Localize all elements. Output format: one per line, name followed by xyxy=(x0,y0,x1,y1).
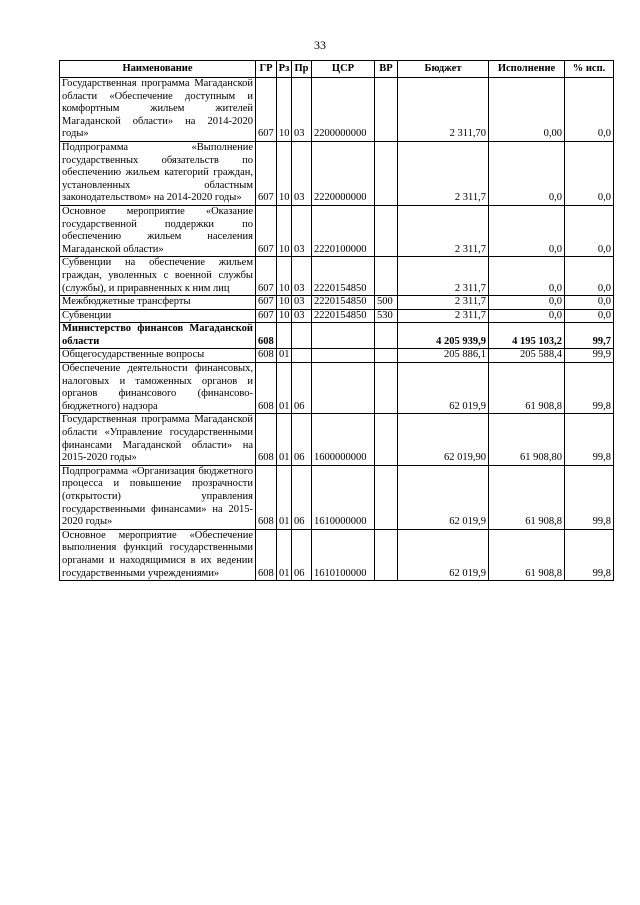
cell-rz: 10 xyxy=(277,78,292,142)
header-budget: Бюджет xyxy=(398,61,489,78)
header-vr: ВР xyxy=(375,61,398,78)
cell-budget: 2 311,7 xyxy=(398,257,489,296)
cell-csr: 2220000000 xyxy=(312,141,375,205)
cell-name: Субвенции на обеспечение жильем граждан, уволенных с военной службы (службы), и приравненных к ним лиц xyxy=(60,257,256,296)
cell-csr: 2220154850 xyxy=(312,309,375,323)
cell-rz: 01 xyxy=(277,363,292,414)
table-row xyxy=(60,323,614,349)
cell-budget: 2 311,7 xyxy=(398,309,489,323)
cell-csr: 2200000000 xyxy=(312,78,375,142)
cell-csr: 2220100000 xyxy=(312,205,375,256)
cell-vr xyxy=(375,78,398,142)
cell-rz: 01 xyxy=(277,465,292,529)
cell-rz: 10 xyxy=(277,257,292,296)
cell-percent: 0,0 xyxy=(565,205,614,256)
cell-name: Министерство финансов Магаданской области xyxy=(60,323,256,349)
table-row xyxy=(60,309,614,323)
header-csr: ЦСР xyxy=(312,61,375,78)
budget-execution-table xyxy=(59,60,614,581)
table-row xyxy=(60,529,614,580)
cell-pr xyxy=(292,323,312,349)
cell-gr: 608 xyxy=(256,414,277,465)
cell-percent: 0,0 xyxy=(565,257,614,296)
cell-percent: 99,8 xyxy=(565,529,614,580)
cell-csr: 1610100000 xyxy=(312,529,375,580)
cell-vr xyxy=(375,529,398,580)
cell-name: Основное мероприятие «Обеспечение выполнения функций государственными органами и находящимися в их ведении государственными учреждениями» xyxy=(60,529,256,580)
cell-percent: 0,0 xyxy=(565,296,614,310)
cell-pr xyxy=(292,349,312,363)
cell-csr: 2220154850 xyxy=(312,257,375,296)
cell-percent: 99,8 xyxy=(565,414,614,465)
header-name: Наименование xyxy=(60,61,256,78)
header-pr: Пр xyxy=(292,61,312,78)
cell-name: Государственная программа Магаданской области «Управление государственными финансами Магаданской области» на 2015-2020 годы» xyxy=(60,414,256,465)
cell-csr xyxy=(312,349,375,363)
cell-rz: 01 xyxy=(277,349,292,363)
cell-name: Государственная программа Магаданской области «Обеспечение доступным и комфортным жильем жителей Магаданской области» на 2014-2020 годы» xyxy=(60,78,256,142)
cell-rz xyxy=(277,323,292,349)
cell-percent: 0,0 xyxy=(565,309,614,323)
cell-execution: 0,0 xyxy=(489,205,565,256)
cell-budget: 205 886,1 xyxy=(398,349,489,363)
cell-gr: 607 xyxy=(256,257,277,296)
cell-pr: 03 xyxy=(292,141,312,205)
cell-vr xyxy=(375,349,398,363)
cell-gr: 607 xyxy=(256,78,277,142)
cell-pr: 06 xyxy=(292,414,312,465)
cell-budget: 2 311,70 xyxy=(398,78,489,142)
table-row xyxy=(60,78,614,142)
cell-csr xyxy=(312,363,375,414)
table-row xyxy=(60,257,614,296)
cell-vr xyxy=(375,323,398,349)
cell-name: Основное мероприятие «Оказание государственной поддержки по обеспечению жильем населения Магаданской области» xyxy=(60,205,256,256)
cell-name: Общегосударственные вопросы xyxy=(60,349,256,363)
cell-execution: 61 908,8 xyxy=(489,363,565,414)
cell-gr: 608 xyxy=(256,323,277,349)
cell-execution: 0,0 xyxy=(489,257,565,296)
cell-execution: 205 588,4 xyxy=(489,349,565,363)
table-header-row xyxy=(60,61,614,78)
cell-budget: 2 311,7 xyxy=(398,296,489,310)
cell-gr: 607 xyxy=(256,309,277,323)
cell-pr: 03 xyxy=(292,309,312,323)
cell-pr: 06 xyxy=(292,363,312,414)
cell-vr xyxy=(375,205,398,256)
header-execution: Исполнение xyxy=(489,61,565,78)
table-row xyxy=(60,205,614,256)
cell-csr: 2220154850 xyxy=(312,296,375,310)
cell-budget: 62 019,9 xyxy=(398,465,489,529)
cell-execution: 4 195 103,2 xyxy=(489,323,565,349)
cell-pr: 06 xyxy=(292,529,312,580)
cell-execution: 0,0 xyxy=(489,309,565,323)
cell-rz: 10 xyxy=(277,141,292,205)
header-gr: ГР xyxy=(256,61,277,78)
cell-vr xyxy=(375,363,398,414)
cell-vr xyxy=(375,414,398,465)
cell-rz: 10 xyxy=(277,296,292,310)
table-row xyxy=(60,141,614,205)
cell-csr: 1610000000 xyxy=(312,465,375,529)
cell-name: Обеспечение деятельности финансовых, налоговых и таможенных органов и органов финансового (финансово-бюджетного) надзора xyxy=(60,363,256,414)
cell-vr xyxy=(375,257,398,296)
cell-execution: 61 908,8 xyxy=(489,529,565,580)
cell-budget: 62 019,9 xyxy=(398,363,489,414)
cell-execution: 61 908,8 xyxy=(489,465,565,529)
header-rz: Рз xyxy=(277,61,292,78)
cell-pr: 03 xyxy=(292,296,312,310)
cell-pr: 03 xyxy=(292,205,312,256)
cell-percent: 99,9 xyxy=(565,349,614,363)
cell-name: Субвенции xyxy=(60,309,256,323)
cell-csr xyxy=(312,323,375,349)
cell-rz: 10 xyxy=(277,309,292,323)
cell-execution: 0,0 xyxy=(489,296,565,310)
cell-pr: 06 xyxy=(292,465,312,529)
table-row xyxy=(60,349,614,363)
cell-execution: 0,00 xyxy=(489,78,565,142)
cell-gr: 608 xyxy=(256,349,277,363)
cell-gr: 608 xyxy=(256,363,277,414)
cell-budget: 4 205 939,9 xyxy=(398,323,489,349)
cell-vr: 500 xyxy=(375,296,398,310)
table-row xyxy=(60,465,614,529)
cell-csr: 1600000000 xyxy=(312,414,375,465)
cell-rz: 01 xyxy=(277,529,292,580)
header-percent: % исп. xyxy=(565,61,614,78)
cell-vr xyxy=(375,465,398,529)
cell-vr xyxy=(375,141,398,205)
table-row xyxy=(60,296,614,310)
cell-pr: 03 xyxy=(292,257,312,296)
cell-rz: 01 xyxy=(277,414,292,465)
cell-execution: 61 908,80 xyxy=(489,414,565,465)
table-row xyxy=(60,414,614,465)
cell-percent: 0,0 xyxy=(565,141,614,205)
cell-gr: 607 xyxy=(256,205,277,256)
cell-name: Подпрограмма «Выполнение государственных обязательств по обеспечению жильем категорий граждан, установленных областным законодательством» на 2014-2020 годы» xyxy=(60,141,256,205)
cell-gr: 608 xyxy=(256,529,277,580)
cell-percent: 99,8 xyxy=(565,465,614,529)
cell-execution: 0,0 xyxy=(489,141,565,205)
cell-name: Межбюджетные трансферты xyxy=(60,296,256,310)
cell-budget: 2 311,7 xyxy=(398,205,489,256)
cell-percent: 99,7 xyxy=(565,323,614,349)
cell-rz: 10 xyxy=(277,205,292,256)
cell-percent: 0,0 xyxy=(565,78,614,142)
cell-gr: 608 xyxy=(256,465,277,529)
cell-pr: 03 xyxy=(292,78,312,142)
cell-gr: 607 xyxy=(256,296,277,310)
cell-budget: 62 019,9 xyxy=(398,529,489,580)
table-row xyxy=(60,363,614,414)
cell-budget: 62 019,90 xyxy=(398,414,489,465)
cell-name: Подпрограмма «Организация бюджетного процесса и повышение прозрачности (открытости) управления государственными финансами» на 2015-2020 годы» xyxy=(60,465,256,529)
cell-budget: 2 311,7 xyxy=(398,141,489,205)
cell-percent: 99,8 xyxy=(565,363,614,414)
cell-gr: 607 xyxy=(256,141,277,205)
cell-vr: 530 xyxy=(375,309,398,323)
page-number: 33 xyxy=(314,38,326,52)
